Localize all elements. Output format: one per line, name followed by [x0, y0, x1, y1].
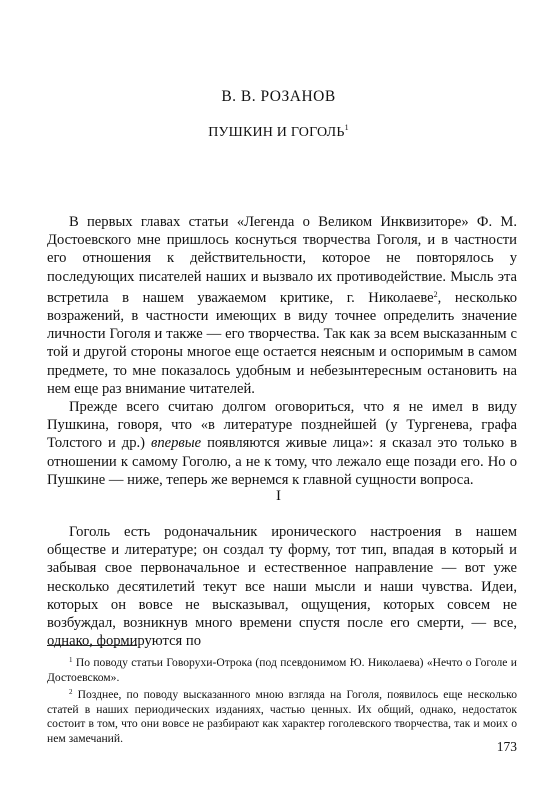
section-paragraph-1: Гоголь есть родоначальник иронического настроения в нашем обществе и литературе; он создал ту форму, тот тип, впадая в который и забывая свое первоначальное и естественное направление — вот уже несколько десятилетий текут все наши мысли и наши чувства. Идеи, которых он вовсе не высказывал, ощущения, которых совсем не возбуждал, возникнув много времени спустя после его смерти, — все, однако, формируются по — [47, 524, 517, 650]
footnote-1-mark: 1 — [69, 656, 73, 664]
footnote-2-text: Позднее, по поводу высказанного мною взгляда на Гоголя, появилось еще несколько статей в наших периодических изданиях, частью ценных. Их общий, однако, недостаток состоит в том, что они вовсе не разбирают как характер гоголевского творчества, так и моих о нем замечаний. — [47, 688, 517, 745]
footnote-ref-1: 1 — [344, 123, 349, 132]
footnote-2 — [47, 685, 517, 746]
author-heading: В. В. РОЗАНОВ — [221, 88, 336, 105]
page-number: 173 — [496, 739, 517, 754]
footnote-2-mark: 2 — [69, 688, 73, 697]
footnotes — [47, 653, 517, 747]
intro-paragraph-1-text-a: В первых главах статьи «Легенда о Великом Инквизиторе» Ф. М. Достоевского мне пришлось коснуться творчества Гоголя, и в частности его отношения к действительности, которое не повторялось у последующих писателей наших и вызвало их противодействие. Мысль эта встретила в нашем уважаемом критике, г. Николаеве — [47, 214, 517, 306]
intro-paragraph-2-text-b: появляются живые лица»: я сказал это только в отношении к самому Гоголю, а не к тому, что лежало еще позади его. Но о Пушкине — ниже, теперь же вернемся к главной сущности вопроса. — [47, 435, 517, 488]
section-number: I — [276, 488, 281, 504]
footnote-1 — [47, 653, 517, 685]
intro-paragraph-2 — [47, 398, 517, 489]
intro-paragraph-1 — [47, 213, 517, 398]
italic-emphasis: впервые — [151, 435, 202, 452]
article-title-text: ПУШКИН И ГОГОЛЬ — [208, 125, 345, 140]
intro-paragraph-1-text-b: , несколько возражений, в частности имеющих в виду точнее определить значение личности Гоголя и также — его творчества. Так как за всем высказанным с той и другой стороны многое еще остается неясным и оспоримым в самом предмете, то мне показалось удобным и небезынтересным остановить на нем еще раз внимание читателей. — [47, 289, 517, 397]
section-text — [47, 523, 517, 650]
footnote-ref-2: 2 — [433, 289, 438, 299]
footnote-divider — [47, 645, 137, 646]
intro-paragraph-2-text-a: Прежде всего считаю долгом оговориться, что я не имел в виду Пушкина, говоря, что «в литературе позднейшей (у Тургенева, графа Толстого и др.) — [47, 399, 517, 452]
article-title — [0, 123, 557, 141]
footnote-1-text: По поводу статьи Говорухи-Отрока (под псевдонимом Ю. Николаева) «Нечто о Гоголе и Достоевском». — [47, 656, 517, 684]
intro-text — [47, 213, 517, 489]
